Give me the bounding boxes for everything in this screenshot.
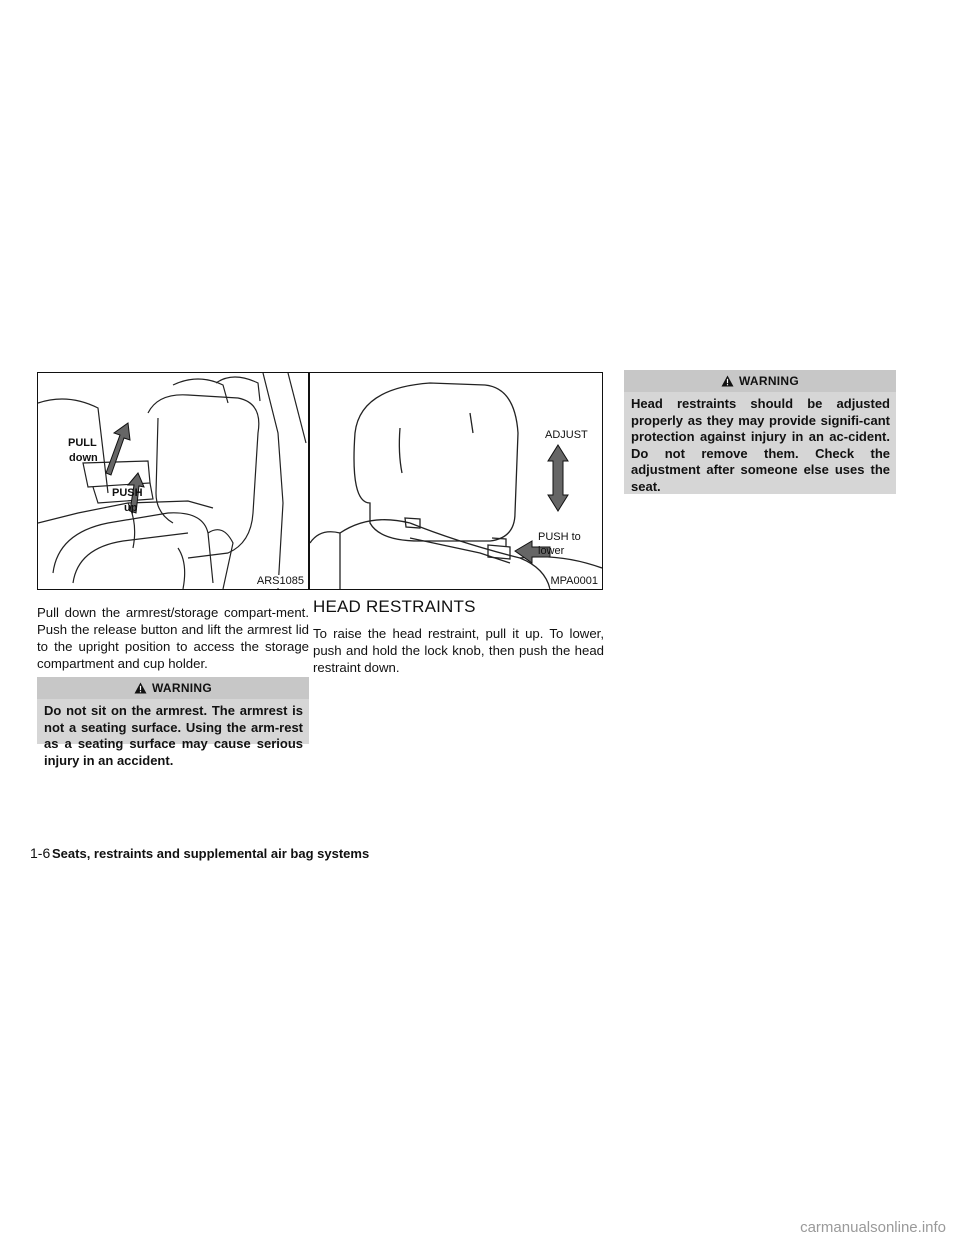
label-push: PUSH <box>112 487 143 499</box>
warning-text: Head restraints should be adjusted properly as they may provide signifi-cant protection against injury in an ac-cident. Do not remove them. Check the adjustment after someone else uses the seat. <box>631 396 890 494</box>
warning-title: WARNING <box>151 681 213 695</box>
warning-header <box>37 677 309 699</box>
head-restraint-warning-box <box>624 370 896 494</box>
label-adjust: ADJUST <box>545 429 588 441</box>
label-pull: PULL <box>68 437 97 449</box>
armrest-illustration <box>38 373 308 589</box>
section-footer-title: Seats, restraints and supplemental air bag systems <box>52 846 370 861</box>
label-pull-down: down <box>69 452 98 464</box>
warning-text: Do not sit on the armrest. The armrest is not a seating surface. Using the arm-rest as a seating surface may cause serious injury in an accident. <box>44 703 303 768</box>
armrest-warning-box <box>37 677 309 768</box>
warning-triangle-icon <box>134 682 147 694</box>
label-lower: lower <box>538 545 565 557</box>
figure-code: ARS1085 <box>256 575 304 587</box>
section-heading: HEAD RESTRAINTS <box>313 597 476 616</box>
armrest-figure <box>37 372 309 590</box>
head-restraint-paragraph: To raise the head restraint, pull it up. To lower, push and hold the lock knob, then push the head restraint down. <box>313 626 604 675</box>
page-number: 1-6 <box>30 845 51 861</box>
label-push-to: PUSH to <box>538 531 581 543</box>
armrest-paragraph: Pull down the armrest/storage compart-ment. Push the release button and lift the armrest lid to the upright position to access the storage compartment and cup holder. <box>37 605 309 671</box>
warning-title: WARNING <box>738 374 800 388</box>
label-push-up: up <box>124 502 138 514</box>
warning-header <box>624 370 896 392</box>
figure-code: MPA0001 <box>550 575 598 587</box>
head-restraint-figure <box>309 372 603 590</box>
watermark: carmanualsonline.info <box>800 1219 946 1236</box>
warning-triangle-icon <box>721 375 734 387</box>
